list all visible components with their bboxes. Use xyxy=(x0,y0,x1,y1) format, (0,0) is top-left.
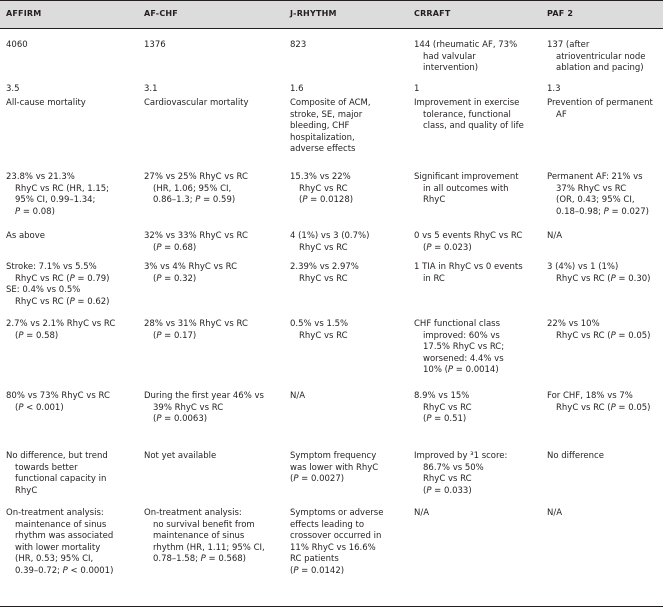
cell-line: 2.39% vs 2.97% xyxy=(290,262,359,272)
cell-line: adverse effects xyxy=(290,144,356,155)
cell-line: During the first year 46% vs xyxy=(144,391,264,401)
cell-line: with lower mortality xyxy=(15,542,101,553)
table-cell xyxy=(6,262,109,308)
table-cell xyxy=(6,391,110,414)
cell-line: in all outcomes with xyxy=(423,183,509,194)
cell-line: 37% RhyC vs RC xyxy=(556,183,627,194)
cell-line: (P = 0.58) xyxy=(15,330,59,341)
column-header-crraft: CRRAFT xyxy=(414,9,451,18)
cell-line: N/A xyxy=(547,231,563,241)
cell-line: N/A xyxy=(414,508,430,518)
cell-line: 1 TIA in RhyC vs 0 events xyxy=(414,262,523,272)
table-cell xyxy=(547,319,650,342)
table-cell xyxy=(547,40,645,75)
cell-line: 4 (1%) vs 3 (0.7%) xyxy=(290,231,370,241)
cell-line: 17.5% RhyC vs RC; xyxy=(423,342,505,353)
cell-line: 2.7% vs 2.1% RhyC vs RC xyxy=(6,319,116,329)
table-cell xyxy=(290,98,371,156)
cell-line: was lower with RhyC xyxy=(290,462,379,473)
table-cell xyxy=(414,40,517,75)
cell-line: (P = 0.51) xyxy=(423,414,467,425)
cell-line: No difference, but trend xyxy=(6,451,108,461)
cell-line: 32% vs 33% RhyC vs RC xyxy=(144,231,248,241)
table-cell xyxy=(6,451,108,497)
cell-line: rhythm (HR, 1.11; 95% CI, xyxy=(153,542,265,553)
table-cell xyxy=(144,319,248,342)
table-cell xyxy=(414,172,519,207)
cell-line: 1.6 xyxy=(290,84,304,94)
table-cell xyxy=(290,40,306,52)
cell-line: (P = 0.32) xyxy=(153,273,197,284)
table-cell xyxy=(290,508,383,578)
cell-line: 0.78–1.58; P = 0.568) xyxy=(153,554,246,565)
cell-line: (P = 0.0063) xyxy=(153,414,208,425)
table-cell xyxy=(6,172,109,218)
cell-line: RhyC vs RC (P = 0.30) xyxy=(556,273,651,284)
cell-line: 0.86–1.3; P = 0.59) xyxy=(153,195,236,206)
cell-line: RhyC vs RC (HR, 1.15; xyxy=(15,183,110,194)
cell-line: No difference xyxy=(547,451,604,461)
cell-line: RhyC vs RC xyxy=(423,474,472,485)
table-cell xyxy=(547,98,653,121)
cell-line: 27% vs 25% RhyC vs RC xyxy=(144,172,248,182)
cell-line: RhyC vs RC (P = 0.79) xyxy=(15,273,110,284)
column-header-af-chf: AF-CHF xyxy=(144,9,178,18)
column-header-j-rhythm: J-RHYTHM xyxy=(290,9,337,18)
table-cell xyxy=(414,84,419,96)
cell-line: RhyC vs RC xyxy=(299,242,348,253)
table-cell xyxy=(414,391,472,426)
table-cell xyxy=(290,262,359,285)
cell-line: 8.9% vs 15% xyxy=(414,391,470,401)
cell-line: (OR, 0.43; 95% CI, xyxy=(556,195,635,206)
cell-line: SE: 0.4% vs 0.5% xyxy=(6,285,81,296)
cell-line: improved: 60% vs xyxy=(423,330,500,341)
column-header-affirm: AFFIRM xyxy=(6,9,42,18)
cell-line: AF xyxy=(556,109,567,120)
cell-line: RhyC vs RC xyxy=(299,330,348,341)
cell-line: (P = 0.68) xyxy=(153,242,197,253)
table-cell xyxy=(144,231,248,254)
cell-line: 0.39–0.72; P < 0.0001) xyxy=(15,565,114,576)
cell-line: 22% vs 10% xyxy=(547,319,600,329)
cell-line: On-treatment analysis: xyxy=(144,508,242,518)
cell-line: functional capacity in xyxy=(15,474,107,485)
cell-line: bleeding, CHF xyxy=(290,121,350,132)
cell-line: N/A xyxy=(290,391,306,401)
cell-line: (P = 0.033) xyxy=(423,485,472,496)
cell-line: 80% vs 73% RhyC vs RC xyxy=(6,391,110,401)
table-cell xyxy=(6,84,20,96)
cell-line: 144 (rheumatic AF, 73% xyxy=(414,40,518,50)
cell-line: maintenance of sinus xyxy=(153,531,245,542)
table-cell xyxy=(547,84,561,96)
cell-line: 1.3 xyxy=(547,84,561,94)
table-cell xyxy=(144,84,158,96)
table-cell xyxy=(6,231,45,243)
table-cell xyxy=(414,98,524,133)
cell-line: 15.3% vs 22% xyxy=(290,172,351,182)
cell-line: Cardiovascular mortality xyxy=(144,98,249,108)
cell-line: 28% vs 31% RhyC vs RC xyxy=(144,319,248,329)
cell-line: 3% vs 4% RhyC vs RC xyxy=(144,262,238,272)
bottom-rule xyxy=(0,606,663,607)
table-cell xyxy=(290,231,369,254)
table-cell xyxy=(290,391,305,403)
cell-line: RhyC vs RC (P = 0.62) xyxy=(15,296,110,307)
cell-line: For CHF, 18% vs 7% xyxy=(547,391,633,401)
cell-line: towards better xyxy=(15,462,78,473)
cell-line: atrioventricular node xyxy=(556,51,646,62)
cell-line: Symptom frequency xyxy=(290,451,377,461)
table-cell xyxy=(290,172,353,207)
column-header-paf-2: PAF 2 xyxy=(547,9,574,18)
table-cell xyxy=(547,391,650,414)
cell-line: 39% RhyC vs RC xyxy=(153,402,224,413)
cell-line: N/A xyxy=(547,508,563,518)
cell-line: maintenance of sinus xyxy=(15,519,107,530)
table-cell xyxy=(144,262,237,285)
cell-line: (P = 0.0027) xyxy=(290,474,345,485)
cell-line: crossover occurred in xyxy=(290,531,382,542)
cell-line: (HR, 0.53; 95% CI, xyxy=(15,554,94,565)
cell-line: (P = 0.023) xyxy=(423,242,472,253)
cell-line: 95% CI, 0.99–1.34; xyxy=(15,195,96,206)
cell-line: no survival benefit from xyxy=(153,519,255,530)
cell-line: worsened: 4.4% vs xyxy=(423,353,504,364)
table-cell xyxy=(144,391,264,426)
cell-line: RhyC vs RC xyxy=(299,273,348,284)
table-cell xyxy=(144,172,248,207)
cell-line: Significant improvement xyxy=(414,172,519,182)
cell-line: class, and quality of life xyxy=(423,121,524,132)
table-cell xyxy=(144,451,216,463)
cell-line: 0.18–0.98; P = 0.027) xyxy=(556,206,649,217)
cell-line: RhyC vs RC (P = 0.05) xyxy=(556,330,651,341)
table-cell xyxy=(547,262,650,285)
cell-line: 10% (P = 0.0014) xyxy=(423,365,499,376)
cell-line: hospitalization, xyxy=(290,132,355,143)
cell-line: All-cause mortality xyxy=(6,98,86,108)
cell-line: stroke, SE, major xyxy=(290,109,363,120)
table-cell xyxy=(6,40,28,52)
cell-line: RC patients xyxy=(290,554,339,565)
cell-line: RhyC vs RC xyxy=(423,402,472,413)
cell-line: Improvement in exercise xyxy=(414,98,520,108)
table-cell xyxy=(547,231,562,243)
cell-line: Improved by ³1 score: xyxy=(414,451,508,461)
cell-line: ablation and pacing) xyxy=(556,63,644,74)
table-cell xyxy=(144,40,166,52)
cell-line: RhyC xyxy=(15,485,38,496)
cell-line: tolerance, functional xyxy=(423,109,511,120)
table-cell xyxy=(414,451,507,497)
table-cell xyxy=(144,508,265,566)
table-cell xyxy=(290,451,378,486)
cell-line: rhythm was associated xyxy=(15,531,114,542)
cell-line: (P = 0.0142) xyxy=(290,565,345,576)
table-cell xyxy=(414,262,523,285)
cell-line: P = 0.08) xyxy=(15,206,55,217)
table-cell xyxy=(6,319,115,342)
cell-line: (HR, 1.06; 95% CI, xyxy=(153,183,232,194)
cell-line: 137 (after xyxy=(547,40,590,50)
cell-line: 1376 xyxy=(144,40,166,50)
table-cell xyxy=(414,231,522,254)
table-cell xyxy=(6,98,86,110)
table-cell xyxy=(414,508,429,520)
cell-line: 11% RhyC vs 16.6% xyxy=(290,542,376,553)
cell-line: Symptoms or adverse xyxy=(290,508,384,518)
cell-line: 0.5% vs 1.5% xyxy=(290,319,349,329)
cell-line: 3 (4%) vs 1 (1%) xyxy=(547,262,619,272)
cell-line: RhyC xyxy=(423,195,446,206)
cell-line: 0 vs 5 events RhyC vs RC xyxy=(414,231,523,241)
cell-line: Composite of ACM, xyxy=(290,98,371,108)
cell-line: As above xyxy=(6,231,46,241)
cell-line: 3.5 xyxy=(6,84,20,94)
table-cell xyxy=(144,98,249,110)
cell-line: Stroke: 7.1% vs 5.5% xyxy=(6,262,97,272)
cell-line: RhyC vs RC (P = 0.05) xyxy=(556,402,651,413)
table-cell xyxy=(290,319,348,342)
cell-line: Prevention of permanent xyxy=(547,98,653,108)
cell-line: 1 xyxy=(414,84,420,94)
table-cell xyxy=(290,84,304,96)
table-header xyxy=(0,0,663,29)
cell-line: CHF functional class xyxy=(414,319,501,329)
table-cell xyxy=(414,319,504,377)
cell-line: (P = 0.17) xyxy=(153,330,197,341)
cell-line: 23.8% vs 21.3% xyxy=(6,172,75,182)
cell-line: Permanent AF: 21% vs xyxy=(547,172,643,182)
cell-line: 3.1 xyxy=(144,84,158,94)
cell-line: On-treatment analysis: xyxy=(6,508,104,518)
cell-line: 86.7% vs 50% xyxy=(423,462,484,473)
cell-line: 4060 xyxy=(6,40,28,50)
cell-line: (P = 0.0128) xyxy=(299,195,354,206)
cell-line: effects leading to xyxy=(290,519,365,530)
cell-line: Not yet available xyxy=(144,451,217,461)
cell-line: had valvular xyxy=(423,51,476,62)
cell-line: in RC xyxy=(423,273,445,284)
table-cell xyxy=(547,451,604,463)
table-cell xyxy=(547,172,649,218)
table-cell xyxy=(547,508,562,520)
table-cell xyxy=(6,508,113,578)
cell-line: 823 xyxy=(290,40,307,50)
cell-line: intervention) xyxy=(423,63,479,74)
cell-line: RhyC vs RC xyxy=(299,183,348,194)
cell-line: (P < 0.001) xyxy=(15,402,64,413)
